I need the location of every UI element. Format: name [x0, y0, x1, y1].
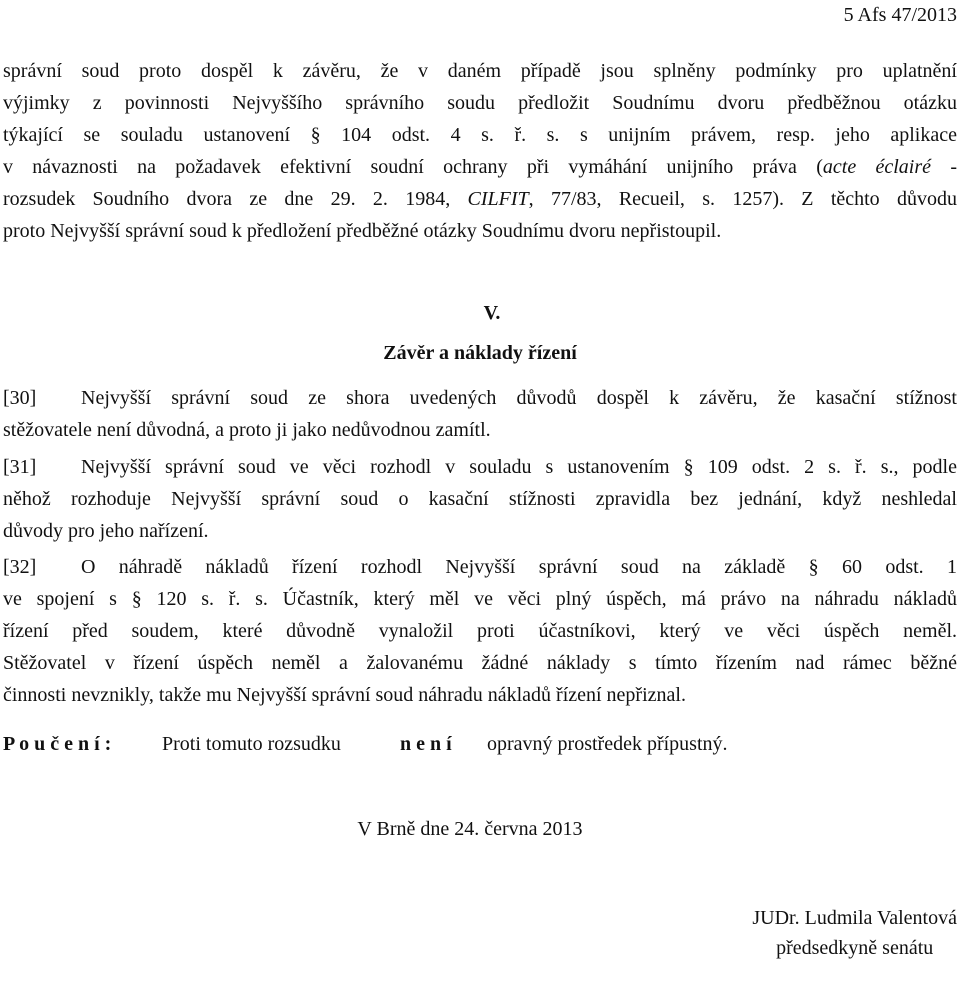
text-line [3, 155, 957, 179]
text-line [3, 386, 957, 410]
text-line: Stěžovatel v řízení úspěch neměl a žalovanému žádné náklady s tímto řízením nad rámec běžné [3, 652, 957, 674]
italic-case-name: CILFIT [467, 188, 529, 210]
text: Nejvyšší správní soud ze shora uvedených důvodů dospěl k závěru, že kasační stížnost [81, 387, 957, 409]
text-line: správní soud proto dospěl k závěru, že v daném případě jsou splněny podmínky pro uplatnění [3, 60, 957, 82]
text-line: výjimky z povinnosti Nejvyššího správního soudu předložit Soudnímu dvoru předběžnou otázku [3, 92, 957, 114]
text: rozsudek Soudního dvora ze dne 29. 2. 1984, [3, 188, 468, 210]
section-title: Závěr a náklady řízení [383, 342, 577, 364]
signature-block [752, 903, 957, 963]
text: Nejvyšší správní soud ve věci rozhodl v souladu s ustanovením § 109 odst. 2 s. ř. s., podle [81, 456, 957, 478]
text-line [3, 187, 957, 211]
date-place: V Brně dne 24. června 2013 [357, 818, 583, 840]
paragraph-number: [30] [3, 387, 37, 409]
text: - [931, 156, 957, 178]
text-line: stěžovatele není důvodná, a proto ji jako nedůvodnou zamítl. [3, 419, 491, 441]
judge-role: předsedkyně senátu [776, 937, 934, 959]
text: v návaznosti na požadavek efektivní soudní ochrany při vymáhání unijního práva ( [3, 156, 823, 178]
section-number: V. [483, 302, 501, 324]
judge-name: JUDr. Ludmila Valentová [752, 907, 957, 929]
instruction-text: opravný prostředek přípustný. [487, 733, 728, 755]
text: , 77/83, Recueil, s. 1257). Z těchto důvodu [528, 188, 957, 210]
text-line: něhož rozhoduje Nejvyšší správní soud o kasační stížnosti zpravidla bez jednání, když neshledal [3, 488, 957, 510]
text-line: proto Nejvyšší správní soud k předložení předběžné otázky Soudnímu dvoru nepřistoupil. [3, 220, 722, 242]
case-number: 5 Afs 47/2013 [843, 4, 957, 26]
text-line: činnosti nevznikly, takže mu Nejvyšší správní soud náhradu nákladů řízení nepřiznal. [3, 684, 686, 706]
paragraph-number: [31] [3, 456, 37, 478]
text-line [3, 555, 957, 579]
paragraph-number: [32] [3, 556, 37, 578]
instruction-emphasis: n e n í [400, 733, 452, 755]
text-line: týkající se souladu ustanovení § 104 odst. 4 s. ř. s. s unijním právem, resp. jeho aplikace [3, 124, 957, 146]
italic-term: acte éclairé [822, 156, 932, 178]
text-line [3, 455, 957, 479]
text-line: ve spojení s § 120 s. ř. s. Účastník, který měl ve věci plný úspěch, má právo na náhradu nákladů [3, 588, 957, 610]
text-line: řízení před soudem, které důvodně vynaložil proti účastníkovi, který ve věci úspěch neměl. [3, 620, 957, 642]
text-line: důvody pro jeho nařízení. [3, 520, 209, 542]
instruction-text: Proti tomuto rozsudku [162, 733, 341, 755]
instruction-label: P o u č e n í : [3, 733, 112, 755]
text: O náhradě nákladů řízení rozhodl Nejvyšší správní soud na základě § 60 odst. 1 [81, 556, 957, 578]
